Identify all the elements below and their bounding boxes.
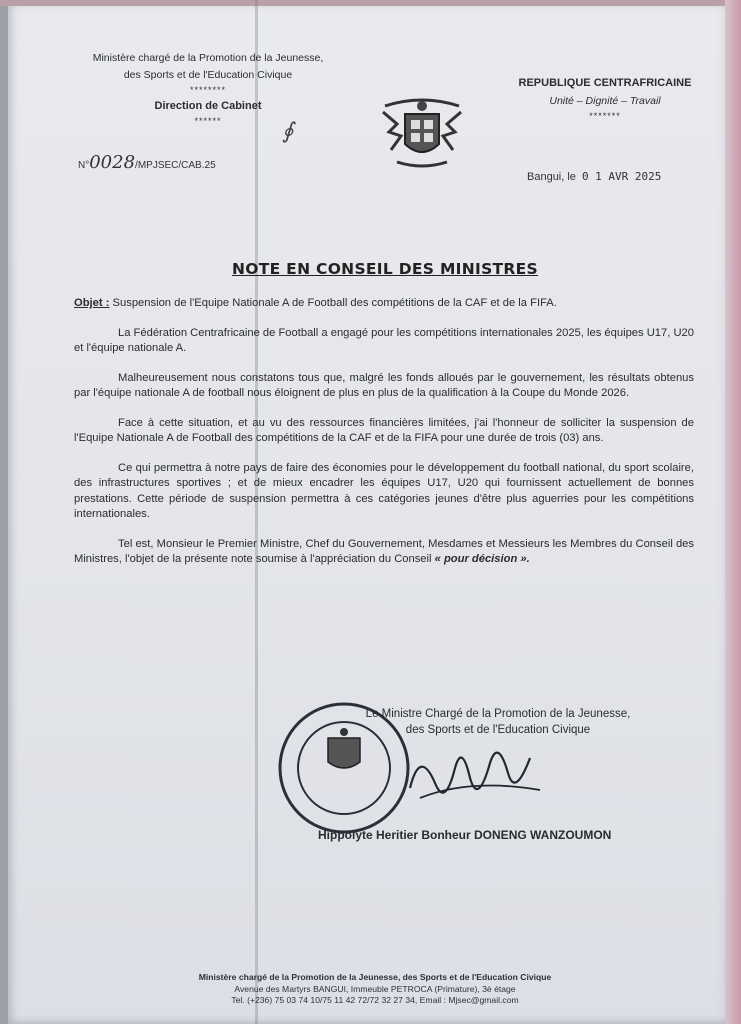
- stars-separator: ********: [189, 85, 227, 95]
- paragraph-5: [74, 537, 694, 568]
- paragraph-1: La Fédération Centrafricaine de Football a engagé pour les compétitions internationales 2025, les équipes U17, U20 et l'équipe nationale A.: [74, 326, 694, 354]
- footer-address: Avenue des Martyrs BANGUI, Immeuble PETROCA (Primature), 3è étage: [234, 983, 516, 994]
- ministry-header: [48, 50, 368, 127]
- republic-header: [505, 74, 705, 122]
- coat-of-arms-icon: [377, 92, 467, 172]
- place-and-date: [527, 170, 661, 183]
- country-name: REPUBLIQUE CENTRAFRICAINE: [518, 77, 692, 89]
- paragraph-3: Face à cette situation, et au vu des ressources financières limitées, j'ai l'honneur de solliciter la suspension de l'Equipe Nationale A de Football des compétitions de la CAF et de la FIFA pour une durée de trois (03) ans.: [74, 416, 694, 444]
- signatory-line-1: Le Ministre Chargé de la Promotion de la Jeunesse,: [365, 708, 631, 720]
- ref-suffix: /MPJSEC/CAB.25: [135, 160, 216, 171]
- date-place: Bangui, le: [527, 171, 576, 183]
- document-body: [74, 296, 694, 582]
- reference-number: [78, 152, 216, 173]
- ref-prefix: N°: [78, 160, 90, 171]
- date-stamp: 0 1 AVR 2025: [581, 170, 662, 183]
- ref-handwritten: 0028: [89, 152, 136, 173]
- signatory-name: Hippolyte Heritier Bonheur DONENG WANZOUMON: [318, 828, 612, 842]
- document-footer: [90, 972, 660, 1007]
- object-label: Objet :: [74, 297, 110, 309]
- footer-ministry: Ministère chargé de la Promotion de la Jeunesse, des Sports et de l'Education Civique: [198, 972, 552, 982]
- signatory-title: [328, 706, 668, 738]
- object-paragraph: [74, 296, 694, 312]
- ministry-line-2: des Sports et de l'Education Civique: [123, 69, 293, 81]
- stars-separator: *******: [589, 111, 621, 121]
- decision-text: « pour décision ».: [434, 553, 530, 565]
- stars-separator: ******: [194, 116, 222, 126]
- national-motto: Unité – Dignité – Travail: [549, 95, 661, 107]
- paper-top-edge: [0, 0, 741, 6]
- paragraph-5-text: Tel est, Monsieur le Premier Ministre, Chef du Gouvernement, Mesdames et Messieurs les Membres du Conseil des Ministres, l'objet de la présente note soumise à l'appréciation du Conseil: [74, 537, 694, 565]
- signatory-line-2: des Sports et de l'Education Civique: [405, 724, 591, 736]
- document-title: NOTE EN CONSEIL DES MINISTRES: [231, 260, 539, 278]
- footer-contact: Tel. (+236) 75 03 74 10/75 11 42 72/72 32 27 34, Email : Mjsec@gmail.com: [231, 995, 519, 1005]
- paper-right-edge: [725, 0, 741, 1024]
- ministry-line-1: Ministère chargé de la Promotion de la Jeunesse,: [92, 52, 324, 64]
- paragraph-2: Malheureusement nous constatons tous que, malgré les fonds alloués par le gouvernement, les résultats obtenus par l'équipe nationale A de football nous éloignent de plus en plus de la qualification à la Coupe du Monde 2026.: [74, 371, 694, 399]
- handwritten-signature-icon: [400, 728, 550, 818]
- object-text: Suspension de l'Equipe Nationale A de Football des compétitions de la CAF et de la FIFA.: [109, 297, 557, 309]
- handwritten-initials: ∮: [282, 118, 294, 143]
- office-name: Direction de Cabinet: [154, 100, 262, 112]
- paragraph-4: Ce qui permettra à notre pays de faire des économies pour le développement du football national, du sport scolaire, des infrastructures sportives ; et de mieux encadrer les équipes U17, U20 qui fournissent actuellement de bonnes prestations. Cette période de suspension permettra à ces catégories jeunes d'être plus aguerries pour les compétitions internationales.: [74, 461, 694, 520]
